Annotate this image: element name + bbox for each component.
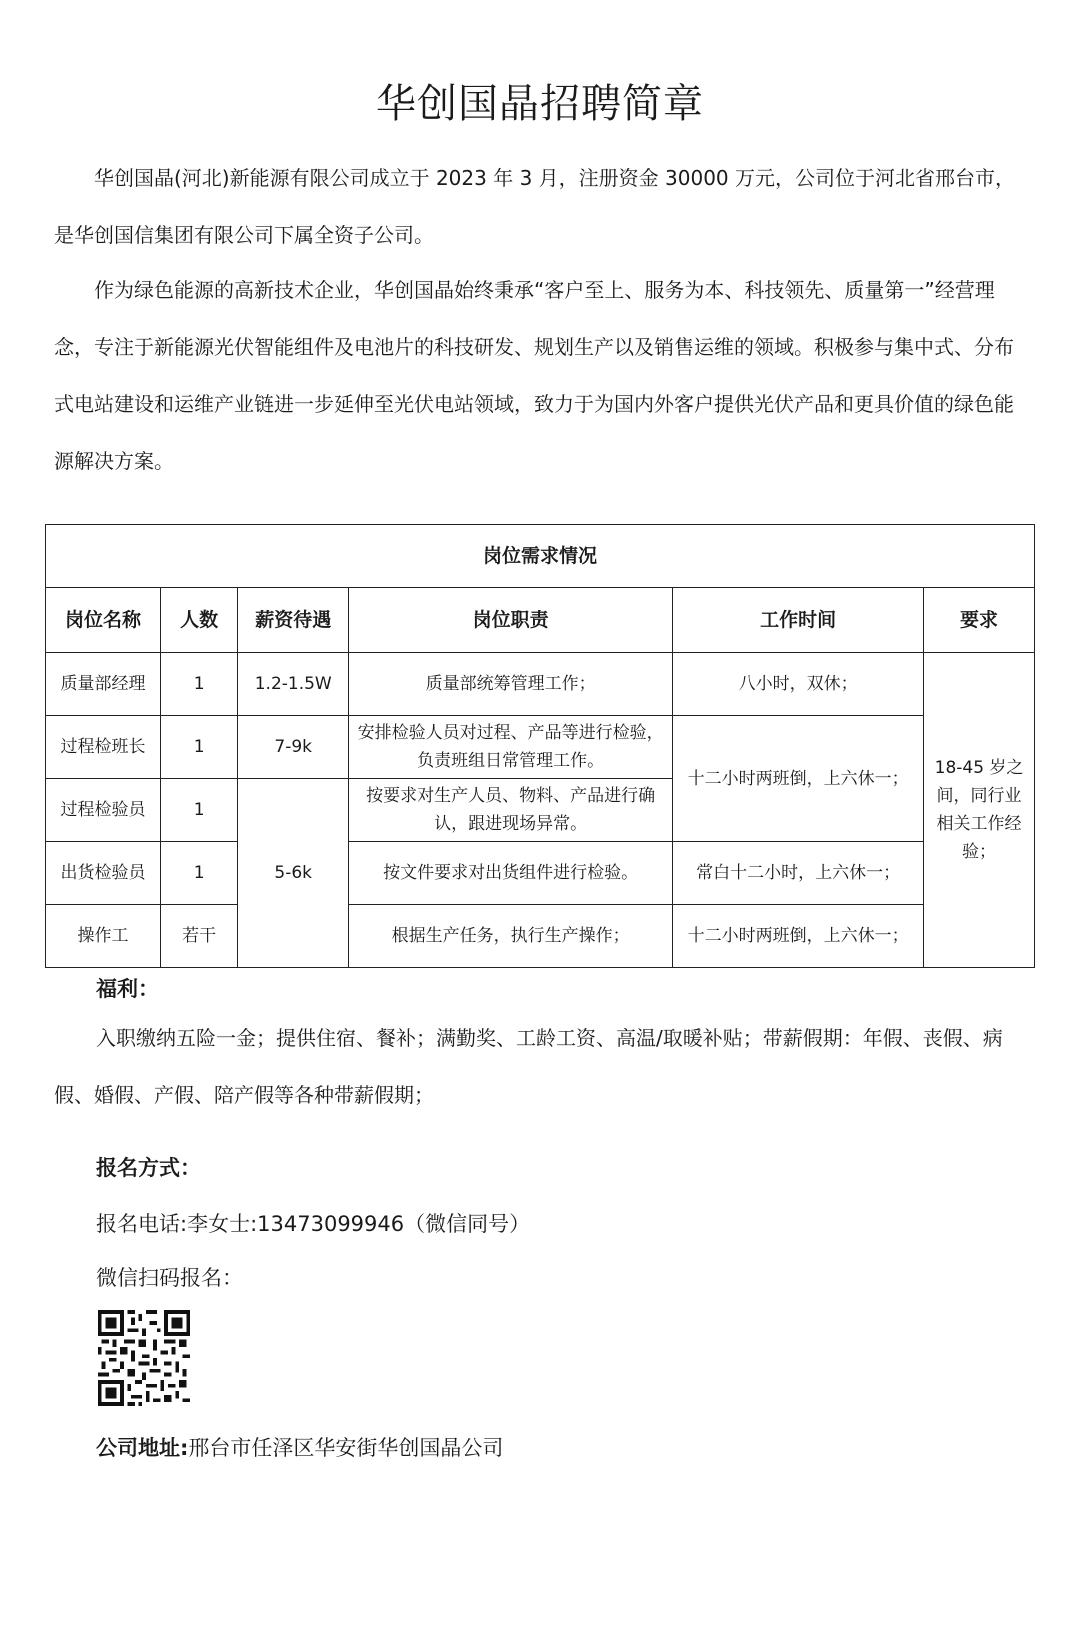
header-count: 人数 (160, 588, 237, 653)
position-name: 过程检班长 (46, 716, 161, 779)
signup-heading: 报名方式： (96, 1156, 201, 1180)
position-hours: 十二小时两班倒，上六休一； (673, 716, 924, 842)
requirement-cell: 18-45 岁之间，同行业相关工作经验； (924, 653, 1035, 968)
table-row (46, 716, 1035, 779)
signup-scan-label: 微信扫码报名： (96, 1266, 243, 1290)
address-label: 公司地址: (96, 1436, 189, 1460)
position-count: 1 (160, 653, 237, 716)
company-address (96, 1432, 503, 1462)
header-position: 岗位名称 (46, 588, 161, 653)
position-duty: 按要求对生产人员、物料、产品进行确认，跟进现场异常。 (349, 779, 673, 842)
table-row (46, 905, 1035, 968)
address-value: 邢台市任泽区华安街华创国晶公司 (188, 1436, 504, 1460)
position-name: 出货检验员 (46, 842, 161, 905)
intro-paragraph-1: 华创国晶(河北)新能源有限公司成立于 2023 年 3 月，注册资金 30000 万元，公司位于河北省邢台市，是华创国信集团有限公司下属全资子公司。 (54, 166, 1015, 247)
position-name: 质量部经理 (46, 653, 161, 716)
position-salary: 5-6k (238, 779, 349, 968)
position-count: 1 (160, 779, 237, 842)
benefits-text: 入职缴纳五险一金；提供住宿、餐补；满勤奖、工龄工资、高温/取暖补贴；带薪假期：年假、丧假、病假、婚假、产假、陪产假等各种带薪假期； (54, 1026, 1003, 1107)
position-duty: 按文件要求对出货组件进行检验。 (349, 842, 673, 905)
table-caption: 岗位需求情况 (46, 525, 1035, 588)
position-count: 若干 (160, 905, 237, 968)
header-salary: 薪资待遇 (238, 588, 349, 653)
intro-paragraph-2: 作为绿色能源的高新技术企业，华创国晶始终秉承“客户至上、服务为本、科技领先、质量第一”经营理念，专注于新能源光伏智能组件及电池片的科技研发、规划生产以及销售运维的领域。积极参与集中式、分布式电站建设和运维产业链进一步延伸至光伏电站领域，致力于为国内外客户提供光伏产品和更具价值的绿色能源解决方案。 (54, 278, 1014, 473)
position-hours: 八小时，双休； (673, 653, 924, 716)
job-table (45, 524, 1035, 968)
position-hours: 常白十二小时，上六休一； (673, 842, 924, 905)
table-row (46, 842, 1035, 905)
benefits-heading: 福利： (96, 977, 159, 1001)
page-title: 华创国晶招聘简章 (376, 81, 704, 127)
header-hours: 工作时间 (673, 588, 924, 653)
table-row (46, 653, 1035, 716)
position-count: 1 (160, 716, 237, 779)
position-duty: 质量部统筹管理工作； (349, 653, 673, 716)
position-salary: 1.2-1.5W (238, 653, 349, 716)
position-name: 操作工 (46, 905, 161, 968)
position-hours: 十二小时两班倒，上六休一； (673, 905, 924, 968)
signup-phone: 报名电话:李女士:13473099946（微信同号） (96, 1212, 531, 1236)
position-salary: 7-9k (238, 716, 349, 779)
position-count: 1 (160, 842, 237, 905)
position-duty: 安排检验人员对过程、产品等进行检验，负责班组日常管理工作。 (349, 716, 673, 779)
wechat-qr-code-icon[interactable] (98, 1310, 190, 1406)
position-duty: 根据生产任务，执行生产操作； (349, 905, 673, 968)
position-name: 过程检验员 (46, 779, 161, 842)
header-requirement: 要求 (924, 588, 1035, 653)
header-duty: 岗位职责 (349, 588, 673, 653)
